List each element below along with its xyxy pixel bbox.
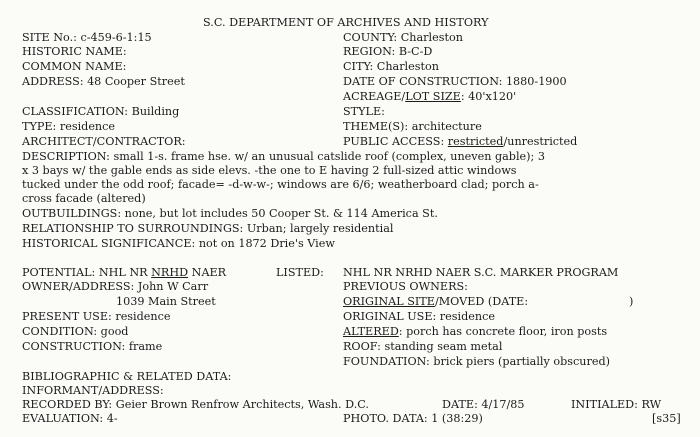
- owner-street: 1039 Main Street: [116, 295, 216, 308]
- recorded-by: RECORDED BY: Geier Brown Renfrow Architects, Wash. D.C.: [22, 398, 369, 411]
- altered-underlined: ALTERED: [343, 325, 399, 338]
- photo-code: [s35]: [652, 412, 681, 425]
- altered-rest: : porch has concrete floor, iron posts: [398, 325, 608, 338]
- architect-contractor: ARCHITECT/CONTRACTOR:: [22, 135, 186, 148]
- description-line-2: x 3 bays w/ the gable ends as side elevs. -the one to E having 2 full-sized attic windows: [22, 164, 517, 177]
- address: ADDRESS: 48 Cooper Street: [22, 75, 185, 88]
- public-access: [343, 135, 577, 148]
- themes: THEME(S): architecture: [343, 120, 482, 133]
- recorded-date: DATE: 4/17/85: [442, 398, 525, 411]
- listed-label: LISTED:: [276, 266, 324, 279]
- initialed: INITIALED: RW: [571, 398, 662, 411]
- classification: CLASSIFICATION: Building: [22, 105, 180, 118]
- potential-nrhd: NRHD: [151, 266, 189, 279]
- present-use: PRESENT USE: residence: [22, 310, 171, 323]
- style: STYLE:: [343, 105, 385, 118]
- description-line-4: cross facade (altered): [22, 192, 146, 205]
- type: TYPE: residence: [22, 120, 116, 133]
- acreage-prefix: ACREAGE/: [343, 90, 406, 103]
- public-access-rest: /unrestricted: [503, 135, 578, 148]
- foundation: FOUNDATION: brick piers (partially obscured): [343, 355, 610, 368]
- original-site-rest: /MOVED (DATE:: [434, 295, 529, 308]
- original-site-underlined: ORIGINAL SITE: [343, 295, 435, 308]
- owner-address: OWNER/ADDRESS: John W Carr: [22, 280, 209, 293]
- bibliographic-data: BIBLIOGRAPHIC & RELATED DATA:: [22, 370, 232, 383]
- date-of-construction: DATE OF CONSTRUCTION: 1880-1900: [343, 75, 567, 88]
- relationship: RELATIONSHIP TO SURROUNDINGS: Urban; largely residential: [22, 222, 394, 235]
- site-number: SITE No.: c-459-6-1:15: [22, 31, 152, 44]
- description-line-1: DESCRIPTION: small 1-s. frame hse. w/ an unusual catslide roof (complex, uneven gable); 3: [22, 150, 545, 163]
- card-title: S.C. DEPARTMENT OF ARCHIVES AND HISTORY: [203, 16, 489, 29]
- listed-items: NHL NR NRHD NAER S.C. MARKER PROGRAM: [343, 266, 619, 279]
- public-access-label: PUBLIC ACCESS:: [343, 135, 448, 148]
- original-use: ORIGINAL USE: residence: [343, 310, 495, 323]
- public-access-restricted: restricted: [447, 135, 504, 148]
- roof: ROOF: standing seam metal: [343, 340, 503, 353]
- county: COUNTY: Charleston: [343, 31, 463, 44]
- evaluation: EVALUATION: 4-: [22, 412, 118, 425]
- acreage-lot-size: [343, 90, 516, 103]
- common-name: COMMON NAME:: [22, 60, 127, 73]
- potential: [22, 266, 226, 279]
- original-site-close: ): [629, 295, 634, 308]
- altered: [343, 325, 607, 338]
- condition: CONDITION: good: [22, 325, 129, 338]
- outbuildings: OUTBUILDINGS: none, but lot includes 50 Cooper St. & 114 America St.: [22, 207, 438, 220]
- lot-size-underlined: LOT SIZE: [405, 90, 461, 103]
- construction: CONSTRUCTION: frame: [22, 340, 163, 353]
- previous-owners: PREVIOUS OWNERS:: [343, 280, 468, 293]
- historic-name: HISTORIC NAME:: [22, 45, 127, 58]
- historical-significance: HISTORICAL SIGNIFICANCE: not on 1872 Drie's View: [22, 237, 335, 250]
- description-line-3: tucked under the odd roof; facade= -d-w-w-; windows are 6/6; weatherboard clad; porch a-: [22, 178, 539, 191]
- city: CITY: Charleston: [343, 60, 439, 73]
- region: REGION: B-C-D: [343, 45, 433, 58]
- original-site: [343, 295, 528, 308]
- potential-label: POTENTIAL: NHL NR: [22, 266, 152, 279]
- acreage-value: : 40'x120': [460, 90, 517, 103]
- photo-data: PHOTO. DATA: 1 (38:29): [343, 412, 483, 425]
- informant-address: INFORMANT/ADDRESS:: [22, 384, 164, 397]
- potential-naer: NAER: [188, 266, 227, 279]
